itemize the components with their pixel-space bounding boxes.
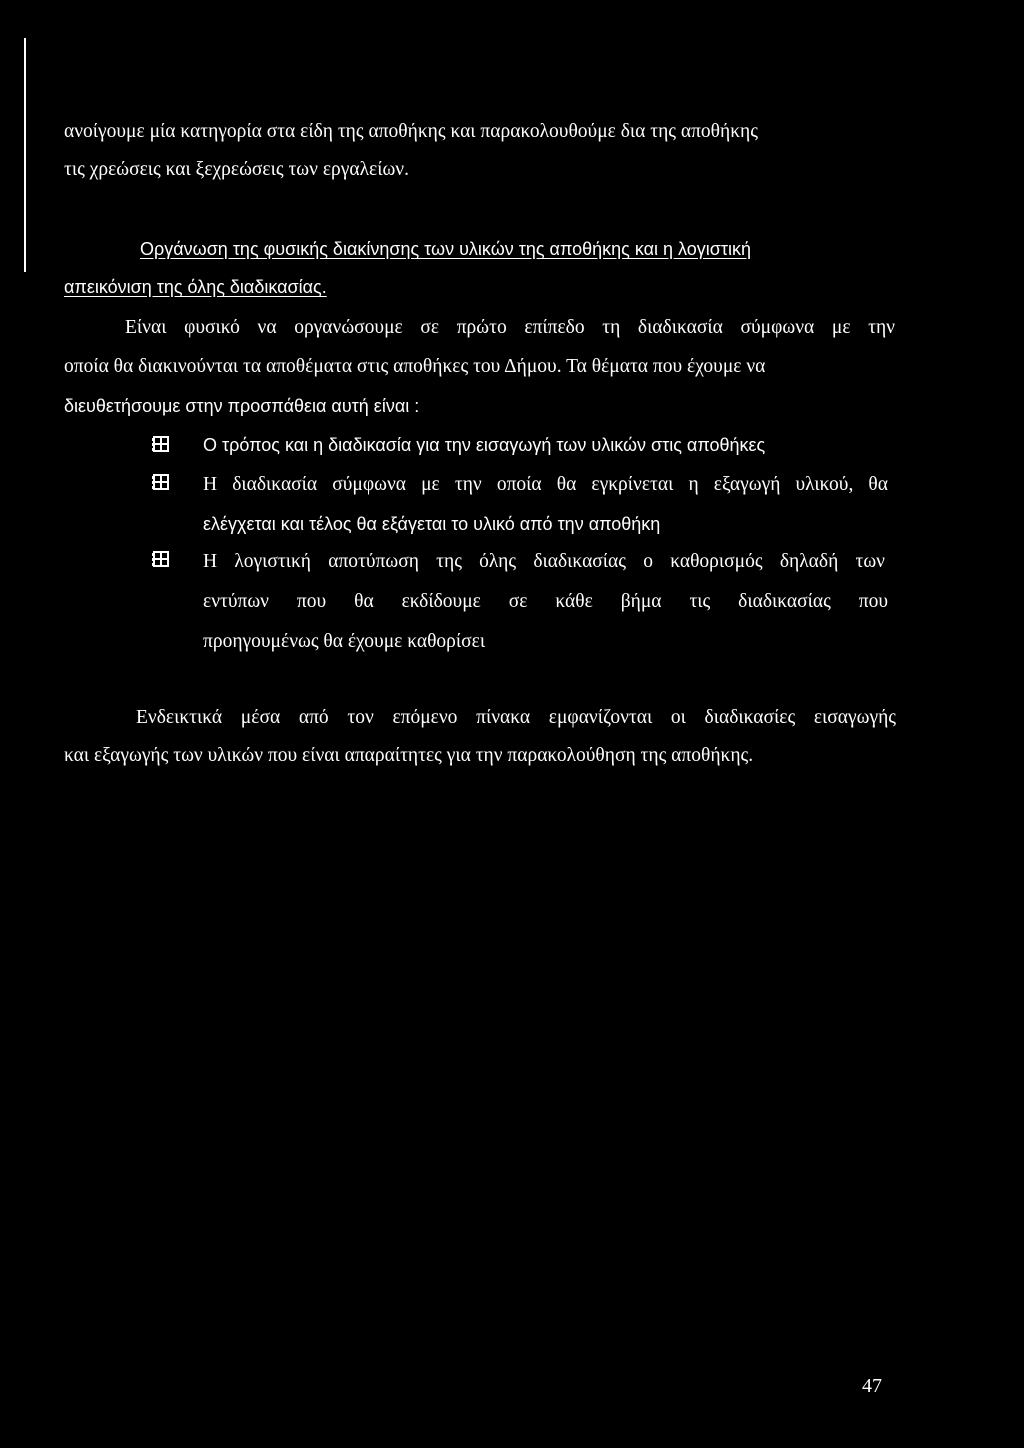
bullet-icon [152,436,170,452]
section-heading-line: απεικόνιση της όλης διαδικασίας. [64,277,327,297]
bullet-item-line: Η διαδικασία σύμφωνα με την οποία θα εγκρίνεται η εξαγωγή υλικού, θα [203,474,888,495]
margin-rule [24,38,26,272]
paragraph-line: Είναι φυσικό να οργανώσουμε σε πρώτο επίπεδο τη διαδικασία σύμφωνα με την [125,317,895,338]
bullet-icon [152,551,170,567]
bullet-item-line: Ο τρόπος και η διαδικασία για την εισαγωγή των υλικών στις αποθήκες [203,435,766,455]
section-heading-line: Οργάνωση της φυσικής διακίνησης των υλικών της αποθήκης και η λογιστική [140,239,751,259]
paragraph-line: και εξαγωγής των υλικών που είναι απαραίτητες για την παρακολούθηση της αποθήκης. [64,745,754,766]
paragraph-line: Ενδεικτικά μέσα από τον επόμενο πίνακα εμφανίζονται οι διαδικασίες εισαγωγής [136,707,896,728]
paragraph-line: ανοίγουμε μία κατηγορία στα είδη της αποθήκης και παρακολουθούμε δια της αποθήκης [64,121,758,142]
bullet-item-line: εντύπων που θα εκδίδουμε σε κάθε βήμα τις διαδικασίας που [203,591,888,612]
bullet-item-line: Η λογιστική αποτύπωση της όλης διαδικασίας ο καθορισμός δηλαδή των [203,551,885,572]
paragraph-line: τις χρεώσεις και ξεχρεώσεις των εργαλείων. [64,159,409,180]
page-number: 47 [862,1375,882,1397]
bullet-item-line: ελέγχεται και τέλος θα εξάγεται το υλικό από την αποθήκη [203,514,661,534]
bullet-icon [152,474,170,490]
paragraph-line: διευθετήσουμε στην προσπάθεια αυτή είναι : [64,396,420,416]
bullet-item-line: προηγουμένως θα έχουμε καθορίσει [203,631,486,652]
paragraph-line: οποία θα διακινούνται τα αποθέματα στις αποθήκες του Δήμου. Τα θέματα που έχουμε να [64,356,766,377]
